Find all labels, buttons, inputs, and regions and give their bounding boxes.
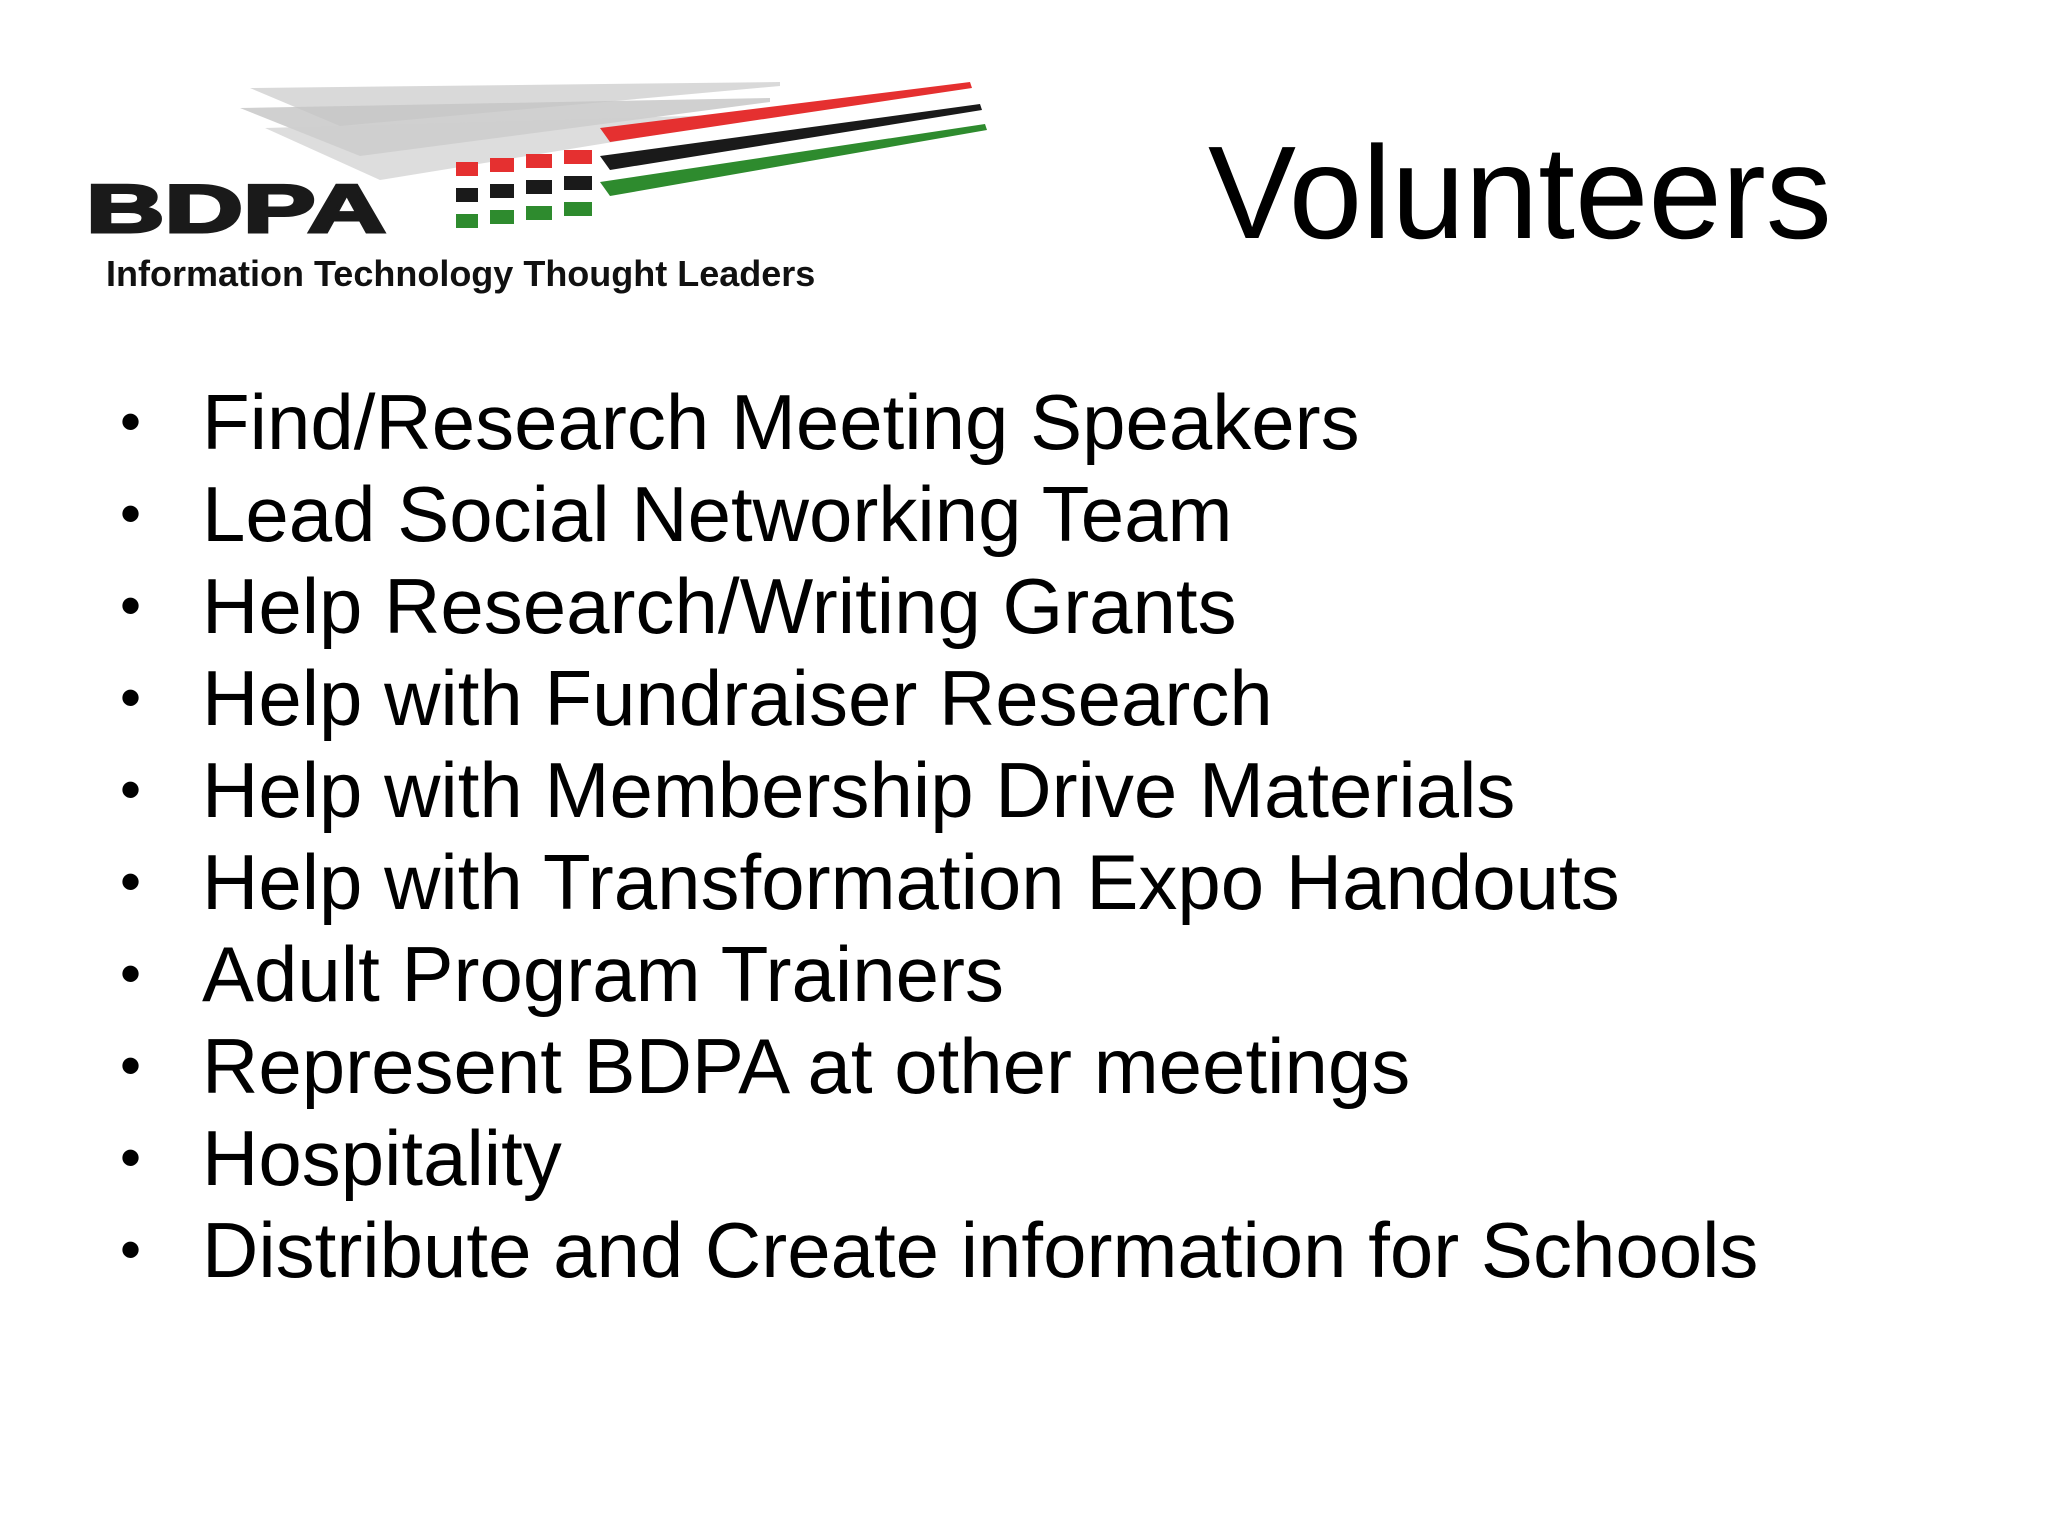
list-item-text: Help with Transformation Expo Handouts [202, 838, 1620, 926]
list-item-text: Represent BDPA at other meetings [202, 1022, 1411, 1110]
list-item-text: Help with Membership Drive Materials [202, 746, 1516, 834]
bullet-icon: • [120, 572, 142, 639]
bullet-icon: • [120, 756, 142, 823]
list-item-text: Find/Research Meeting Speakers [202, 378, 1360, 466]
list-item-text: Distribute and Create information for Schools [202, 1206, 1759, 1294]
list-item-text: Lead Social Networking Team [202, 470, 1233, 558]
bullet-icon: • [120, 480, 142, 547]
bullet-icon: • [120, 664, 142, 731]
bullet-icon: • [120, 1124, 142, 1191]
page-title: Volunteers [1208, 119, 1832, 266]
bdpa-wordmark: BDPA [86, 171, 386, 247]
list-item-text: Help with Fundraiser Research [202, 654, 1273, 742]
bullet-icon: • [120, 1032, 142, 1099]
logo-tagline: Information Technology Thought Leaders [106, 253, 816, 294]
bullet-icon: • [120, 940, 142, 1007]
list-item-text: Help Research/Writing Grants [202, 562, 1237, 650]
bullet-icon: • [120, 388, 142, 455]
list-item-text: Hospitality [202, 1114, 562, 1202]
bullet-icon: • [120, 848, 142, 915]
list-item-text: Adult Program Trainers [202, 930, 1004, 1018]
bullet-icon: • [120, 1216, 142, 1283]
